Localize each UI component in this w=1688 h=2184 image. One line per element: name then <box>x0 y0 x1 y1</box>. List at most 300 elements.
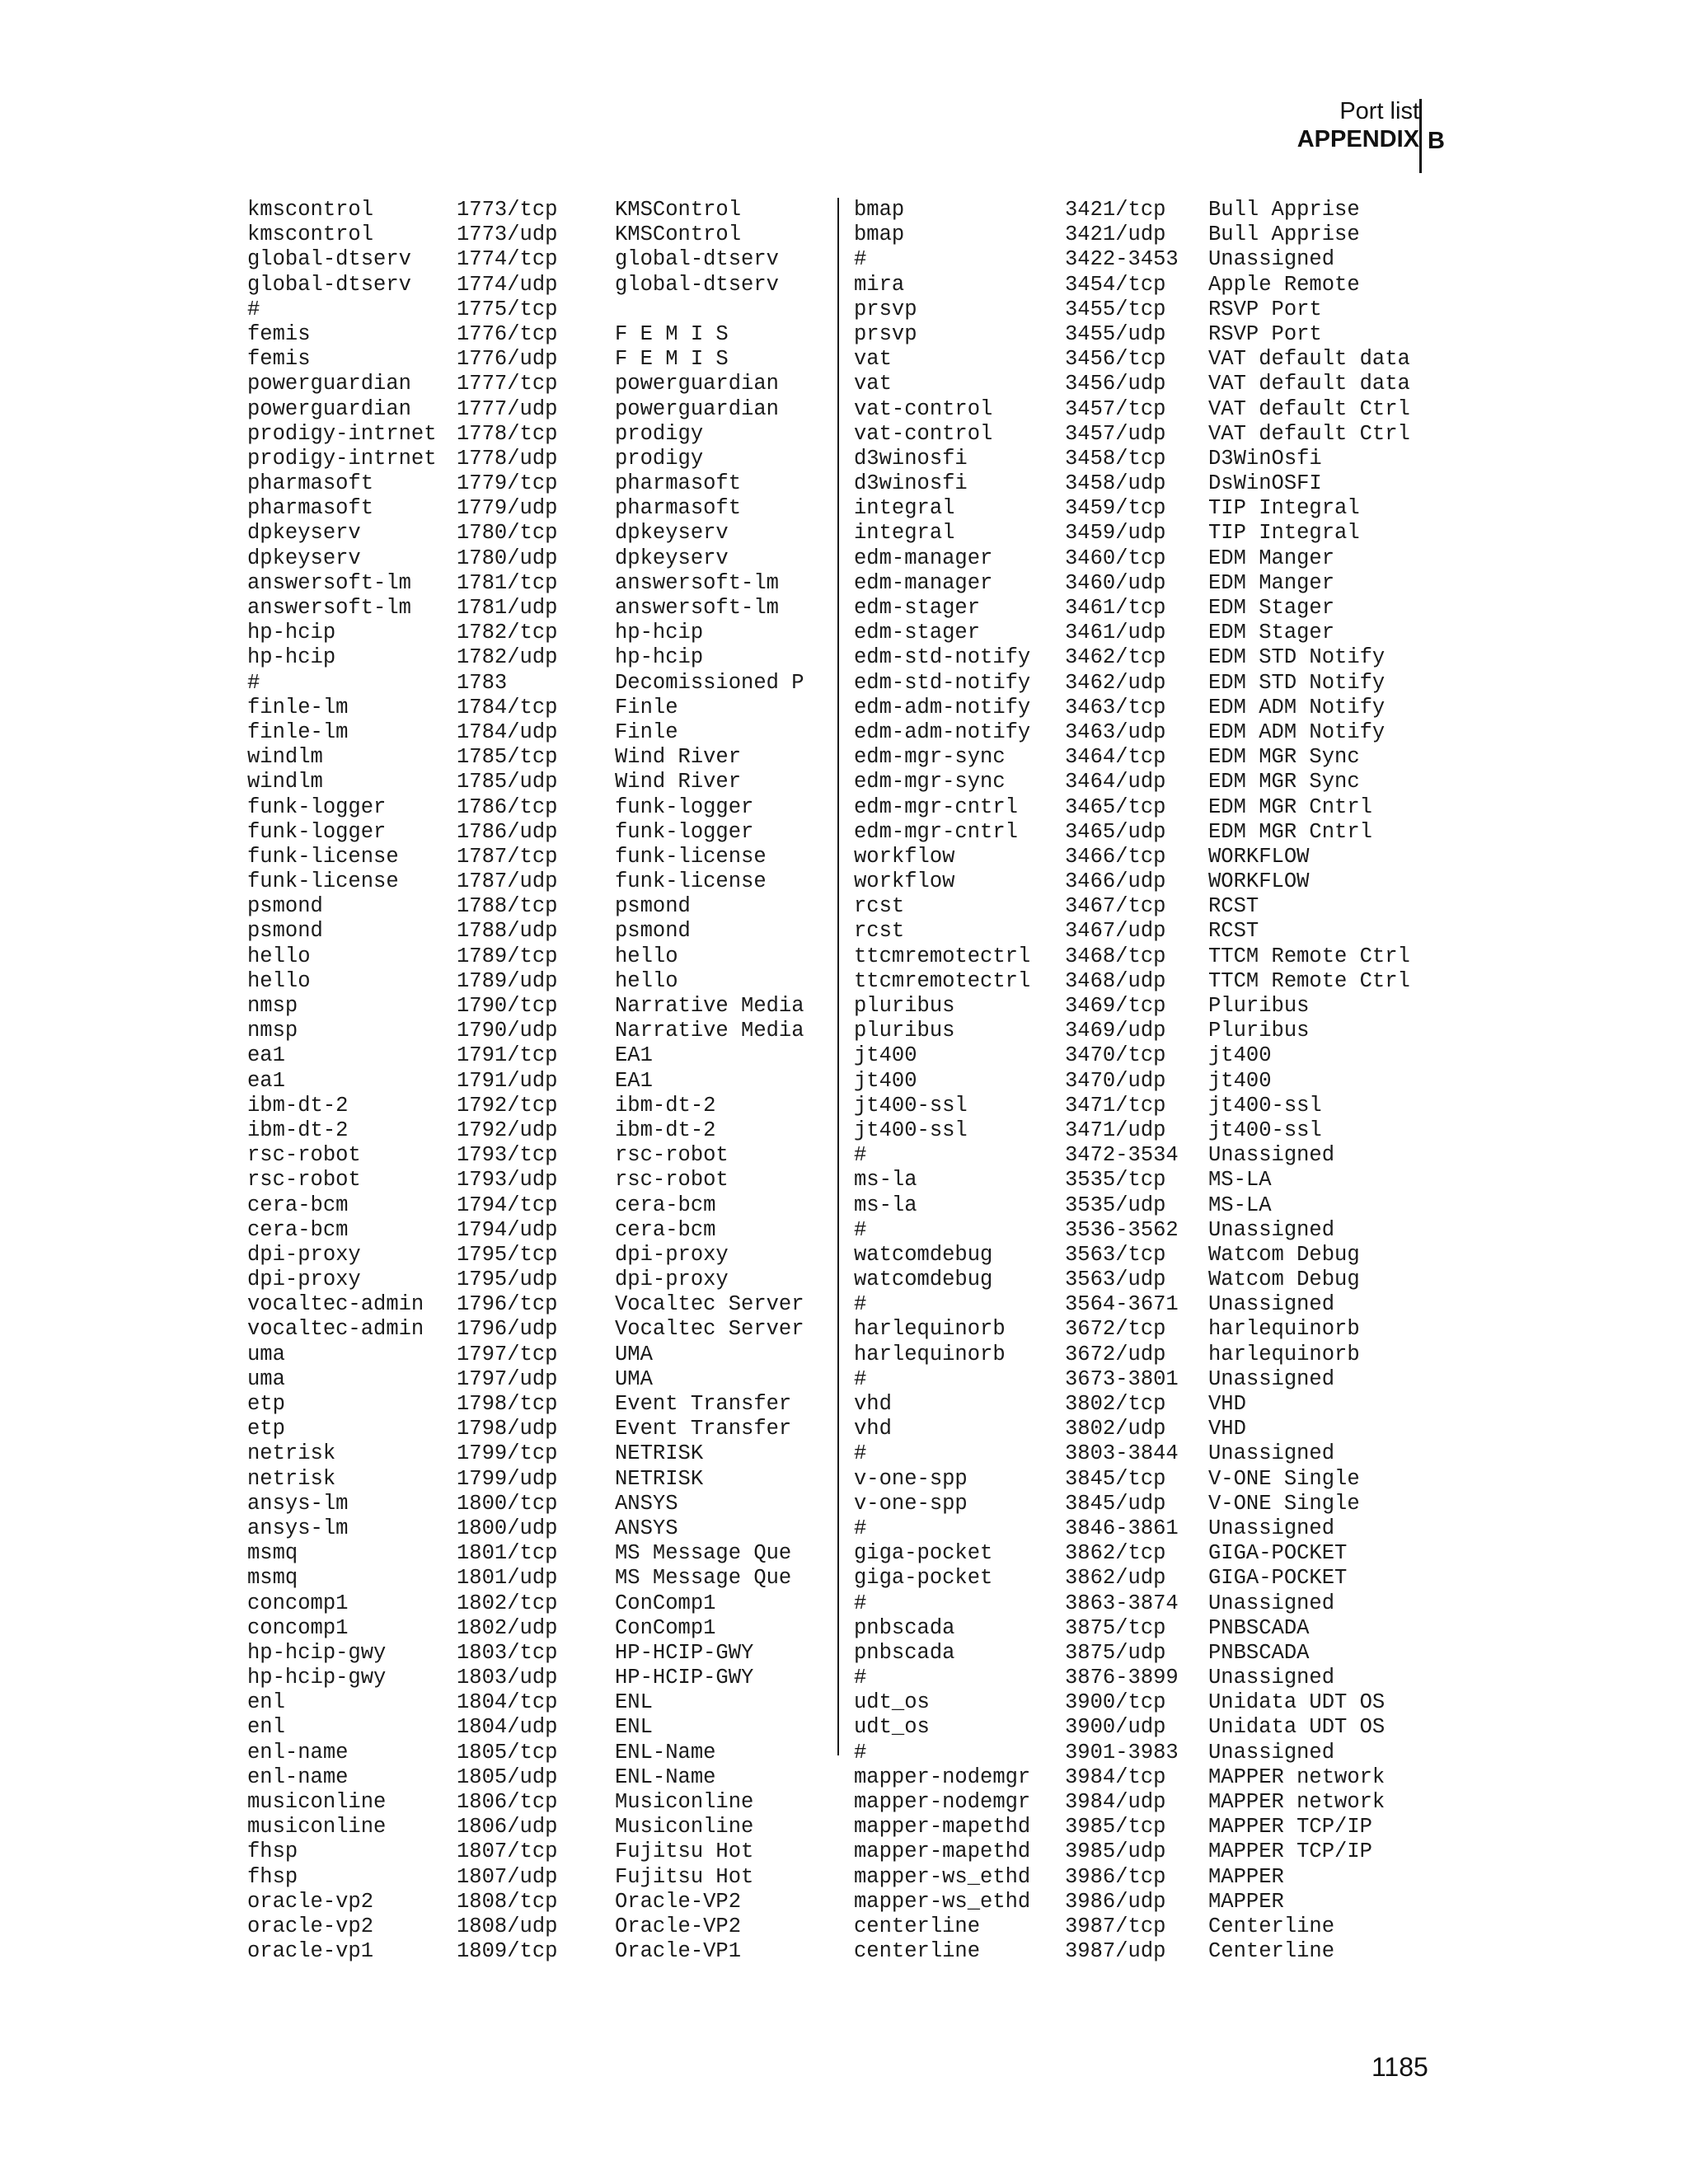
service-name-cell: edm-std-notify <box>854 645 1031 670</box>
description-cell: Event Transfer <box>615 1392 792 1416</box>
service-name-cell: prodigy-intrnet <box>247 421 437 446</box>
port-protocol-cell: 3471/udp <box>1065 1118 1166 1142</box>
port-protocol-cell: 1792/tcp <box>457 1093 558 1118</box>
service-name-cell: nmsp <box>247 1019 298 1043</box>
description-cell: harlequinorb <box>1208 1317 1360 1342</box>
description-cell: prodigy <box>615 421 704 446</box>
port-protocol-cell: 3456/tcp <box>1065 347 1166 372</box>
port-protocol-cell: 3845/udp <box>1065 1491 1166 1516</box>
port-protocol-cell: 3463/udp <box>1065 719 1166 744</box>
service-name-cell: musiconline <box>247 1790 387 1814</box>
description-cell: EA1 <box>615 1043 653 1068</box>
port-protocol-cell: 1774/udp <box>457 272 558 297</box>
description-cell: ENL <box>615 1715 653 1740</box>
service-name-cell: workflow <box>854 844 955 869</box>
service-name-cell: workflow <box>854 869 955 894</box>
port-protocol-cell: 3466/tcp <box>1065 844 1166 869</box>
description-cell: funk-license <box>615 869 767 894</box>
service-name-cell: jt400-ssl <box>854 1118 968 1142</box>
service-name-cell: pluribus <box>854 1019 955 1043</box>
description-cell: KMSControl <box>615 223 742 247</box>
description-cell: EA1 <box>615 1068 653 1093</box>
description-cell: EDM Manger <box>1208 570 1335 595</box>
service-name-cell: bmap <box>854 198 905 222</box>
description-cell: Unassigned <box>1208 1740 1335 1765</box>
port-protocol-cell: 3564-3671 <box>1065 1292 1179 1317</box>
description-cell: ConComp1 <box>615 1615 716 1640</box>
service-name-cell: concomp1 <box>247 1591 349 1615</box>
port-protocol-cell: 1783 <box>457 670 508 695</box>
description-cell: HP-HCIP-GWY <box>615 1666 754 1690</box>
port-protocol-cell: 1784/tcp <box>457 695 558 719</box>
port-protocol-cell: 3672/tcp <box>1065 1317 1166 1342</box>
service-name-cell: funk-license <box>247 869 399 894</box>
description-cell: jt400 <box>1208 1043 1272 1068</box>
port-protocol-cell: 3465/tcp <box>1065 794 1166 819</box>
service-name-cell: musiconline <box>247 1815 387 1840</box>
description-cell: Fujitsu Hot <box>615 1840 754 1864</box>
service-name-cell: enl-name <box>247 1765 349 1789</box>
description-cell: Unidata UDT OS <box>1208 1690 1386 1715</box>
port-protocol-cell: 3422-3453 <box>1065 247 1179 272</box>
description-cell: Wind River <box>615 770 742 794</box>
service-name-cell: pluribus <box>854 994 955 1018</box>
port-protocol-cell: 3466/udp <box>1065 869 1166 894</box>
port-protocol-cell: 3900/tcp <box>1065 1690 1166 1715</box>
port-protocol-cell: 1775/tcp <box>457 297 558 321</box>
port-protocol-cell: 1779/tcp <box>457 471 558 496</box>
service-name-cell: jt400-ssl <box>854 1093 968 1118</box>
service-name-cell: edm-manager <box>854 546 993 570</box>
port-protocol-cell: 3470/tcp <box>1065 1043 1166 1068</box>
service-name-cell: oracle-vp2 <box>247 1889 374 1914</box>
description-cell: Pluribus <box>1208 1019 1310 1043</box>
service-name-cell: hp-hcip-gwy <box>247 1640 387 1665</box>
description-cell: EDM MGR Cntrl <box>1208 819 1372 844</box>
service-name-cell: ansys-lm <box>247 1491 349 1516</box>
column-divider <box>837 198 839 1755</box>
description-cell: hp-hcip <box>615 645 704 670</box>
service-name-cell: pharmasoft <box>247 471 374 496</box>
port-protocol-cell: 1782/udp <box>457 645 558 670</box>
port-protocol-cell: 3862/tcp <box>1065 1541 1166 1566</box>
description-cell: answersoft-lm <box>615 570 779 595</box>
service-name-cell: # <box>854 1292 867 1317</box>
service-name-cell: # <box>854 1143 867 1168</box>
service-name-cell: vat-control <box>854 421 993 446</box>
description-cell: Centerline <box>1208 1939 1335 1964</box>
description-cell: EDM Manger <box>1208 546 1335 570</box>
description-cell: Musiconline <box>615 1815 754 1840</box>
port-protocol-cell: 1804/tcp <box>457 1690 558 1715</box>
port-protocol-cell: 3803-3844 <box>1065 1441 1179 1466</box>
port-protocol-cell: 1798/udp <box>457 1417 558 1441</box>
port-protocol-cell: 3469/tcp <box>1065 994 1166 1018</box>
service-name-cell: # <box>854 1217 867 1242</box>
port-protocol-cell: 3986/tcp <box>1065 1864 1166 1889</box>
description-cell: F E M I S <box>615 321 729 346</box>
port-protocol-cell: 3455/udp <box>1065 321 1166 346</box>
description-cell: pharmasoft <box>615 471 742 496</box>
port-protocol-cell: 1804/udp <box>457 1715 558 1740</box>
description-cell: EDM MGR Cntrl <box>1208 794 1372 819</box>
service-name-cell: # <box>247 297 260 321</box>
description-cell: jt400-ssl <box>1208 1093 1322 1118</box>
service-name-cell: vat-control <box>854 396 993 421</box>
description-cell: Apple Remote <box>1208 272 1360 297</box>
port-protocol-cell: 1794/udp <box>457 1217 558 1242</box>
description-cell: EDM ADM Notify <box>1208 719 1386 744</box>
port-protocol-cell: 3862/udp <box>1065 1566 1166 1591</box>
description-cell: Oracle-VP1 <box>615 1939 742 1964</box>
description-cell: EDM STD Notify <box>1208 645 1386 670</box>
description-cell: jt400-ssl <box>1208 1118 1322 1142</box>
description-cell: cera-bcm <box>615 1217 716 1242</box>
service-name-cell: fhsp <box>247 1864 298 1889</box>
service-name-cell: msmq <box>247 1541 298 1566</box>
service-name-cell: edm-mgr-cntrl <box>854 819 1018 844</box>
service-name-cell: watcomdebug <box>854 1242 993 1267</box>
service-name-cell: # <box>854 1591 867 1615</box>
service-name-cell: rcst <box>854 919 905 944</box>
description-cell: UMA <box>615 1342 653 1366</box>
port-protocol-cell: 3987/udp <box>1065 1939 1166 1964</box>
description-cell: Unassigned <box>1208 1666 1335 1690</box>
port-protocol-cell: 1800/tcp <box>457 1491 558 1516</box>
description-cell: Finle <box>615 719 678 744</box>
port-protocol-cell: 1781/udp <box>457 596 558 620</box>
service-name-cell: centerline <box>854 1914 981 1938</box>
port-protocol-cell: 3455/tcp <box>1065 297 1166 321</box>
port-protocol-cell: 1773/tcp <box>457 198 558 222</box>
service-name-cell: giga-pocket <box>854 1566 993 1591</box>
port-protocol-cell: 3421/tcp <box>1065 198 1166 222</box>
port-protocol-cell: 3462/tcp <box>1065 645 1166 670</box>
description-cell: Vocaltec Server <box>615 1317 804 1342</box>
service-name-cell: ms-la <box>854 1193 917 1217</box>
service-name-cell: rcst <box>854 894 905 919</box>
service-name-cell: funk-logger <box>247 794 387 819</box>
service-name-cell: # <box>854 1516 867 1540</box>
port-protocol-cell: 3458/udp <box>1065 471 1166 496</box>
description-cell: Unassigned <box>1208 1441 1335 1466</box>
description-cell: EDM Stager <box>1208 596 1335 620</box>
description-cell: global-dtserv <box>615 247 779 272</box>
description-cell: funk-license <box>615 844 767 869</box>
port-protocol-cell: 1789/udp <box>457 968 558 993</box>
port-protocol-cell: 3467/tcp <box>1065 894 1166 919</box>
description-cell: ANSYS <box>615 1491 678 1516</box>
port-protocol-cell: 1780/udp <box>457 546 558 570</box>
service-name-cell: finle-lm <box>247 719 349 744</box>
description-cell: psmond <box>615 919 691 944</box>
port-protocol-cell: 3875/udp <box>1065 1640 1166 1665</box>
description-cell: Unassigned <box>1208 1366 1335 1391</box>
port-protocol-cell: 1807/udp <box>457 1864 558 1889</box>
port-protocol-cell: 3802/tcp <box>1065 1392 1166 1416</box>
description-cell: Pluribus <box>1208 994 1310 1018</box>
service-name-cell: enl <box>247 1715 285 1740</box>
port-protocol-cell: 1788/udp <box>457 919 558 944</box>
description-cell: TTCM Remote Ctrl <box>1208 968 1410 993</box>
port-protocol-cell: 3535/tcp <box>1065 1168 1166 1193</box>
service-name-cell: dpi-proxy <box>247 1268 361 1292</box>
service-name-cell: vhd <box>854 1417 892 1441</box>
port-protocol-cell: 3468/udp <box>1065 968 1166 993</box>
description-cell: ENL-Name <box>615 1740 716 1765</box>
port-protocol-cell: 1777/udp <box>457 396 558 421</box>
description-cell: answersoft-lm <box>615 596 779 620</box>
port-protocol-cell: 3536-3562 <box>1065 1217 1179 1242</box>
service-name-cell: ttcmremotectrl <box>854 944 1031 968</box>
port-protocol-cell: 3465/udp <box>1065 819 1166 844</box>
port-protocol-cell: 3563/tcp <box>1065 1242 1166 1267</box>
port-protocol-cell: 1784/udp <box>457 719 558 744</box>
description-cell: ANSYS <box>615 1516 678 1540</box>
description-cell: jt400 <box>1208 1068 1272 1093</box>
port-protocol-cell: 3456/udp <box>1065 372 1166 396</box>
service-name-cell: edm-stager <box>854 621 981 645</box>
port-protocol-cell: 1802/tcp <box>457 1591 558 1615</box>
port-protocol-cell: 3457/udp <box>1065 421 1166 446</box>
service-name-cell: vocaltec-admin <box>247 1317 424 1342</box>
description-cell: cera-bcm <box>615 1193 716 1217</box>
port-protocol-cell: 1796/tcp <box>457 1292 558 1317</box>
port-protocol-cell: 3673-3801 <box>1065 1366 1179 1391</box>
port-protocol-cell: 3984/tcp <box>1065 1765 1166 1789</box>
port-protocol-cell: 1799/tcp <box>457 1441 558 1466</box>
port-protocol-cell: 1778/udp <box>457 446 558 471</box>
service-name-cell: # <box>854 247 867 272</box>
port-protocol-cell: 1785/udp <box>457 770 558 794</box>
service-name-cell: ms-la <box>854 1168 917 1193</box>
description-cell: VAT default data <box>1208 372 1410 396</box>
description-cell: pharmasoft <box>615 496 742 521</box>
service-name-cell: jt400 <box>854 1068 917 1093</box>
description-cell: Unidata UDT OS <box>1208 1715 1386 1740</box>
port-protocol-cell: 1794/tcp <box>457 1193 558 1217</box>
service-name-cell: vat <box>854 372 892 396</box>
port-protocol-cell: 3863-3874 <box>1065 1591 1179 1615</box>
description-cell: Watcom Debug <box>1208 1268 1360 1292</box>
port-protocol-cell: 1792/udp <box>457 1118 558 1142</box>
port-protocol-cell: 1793/udp <box>457 1168 558 1193</box>
service-name-cell: edm-std-notify <box>854 670 1031 695</box>
service-name-cell: etp <box>247 1417 285 1441</box>
description-cell: NETRISK <box>615 1466 704 1491</box>
port-protocol-cell: 3987/tcp <box>1065 1914 1166 1938</box>
port-protocol-cell: 1800/udp <box>457 1516 558 1540</box>
description-cell: V-ONE Single <box>1208 1466 1360 1491</box>
port-protocol-cell: 1799/udp <box>457 1466 558 1491</box>
description-cell: PNBSCADA <box>1208 1615 1310 1640</box>
port-protocol-cell: 1780/tcp <box>457 521 558 546</box>
service-name-cell: netrisk <box>247 1441 336 1466</box>
service-name-cell: mapper-mapethd <box>854 1815 1031 1840</box>
service-name-cell: nmsp <box>247 994 298 1018</box>
service-name-cell: dpi-proxy <box>247 1242 361 1267</box>
port-protocol-cell: 3459/udp <box>1065 521 1166 546</box>
port-protocol-cell: 1793/tcp <box>457 1143 558 1168</box>
description-cell: EDM MGR Sync <box>1208 770 1360 794</box>
port-protocol-cell: 3468/tcp <box>1065 944 1166 968</box>
description-cell: TTCM Remote Ctrl <box>1208 944 1410 968</box>
service-name-cell: vocaltec-admin <box>247 1292 424 1317</box>
service-name-cell: etp <box>247 1392 285 1416</box>
port-protocol-cell: 3463/tcp <box>1065 695 1166 719</box>
service-name-cell: ttcmremotectrl <box>854 968 1031 993</box>
port-protocol-cell: 3535/udp <box>1065 1193 1166 1217</box>
service-name-cell: integral <box>854 521 955 546</box>
service-name-cell: v-one-spp <box>854 1491 968 1516</box>
port-protocol-cell: 1785/tcp <box>457 745 558 770</box>
service-name-cell: # <box>247 670 260 695</box>
port-protocol-cell: 3984/udp <box>1065 1790 1166 1814</box>
service-name-cell: uma <box>247 1366 285 1391</box>
port-protocol-cell: 3454/tcp <box>1065 272 1166 297</box>
description-cell: WORKFLOW <box>1208 844 1310 869</box>
port-protocol-cell: 1786/udp <box>457 819 558 844</box>
port-protocol-cell: 3986/udp <box>1065 1889 1166 1914</box>
port-protocol-cell: 1809/tcp <box>457 1939 558 1964</box>
port-protocol-cell: 3421/udp <box>1065 223 1166 247</box>
port-protocol-cell: 3458/tcp <box>1065 446 1166 471</box>
port-protocol-cell: 1786/tcp <box>457 794 558 819</box>
service-name-cell: mira <box>854 272 905 297</box>
description-cell: MAPPER <box>1208 1864 1284 1889</box>
service-name-cell: cera-bcm <box>247 1193 349 1217</box>
port-protocol-cell: 3875/tcp <box>1065 1615 1166 1640</box>
description-cell: hello <box>615 944 678 968</box>
port-protocol-cell: 1790/tcp <box>457 994 558 1018</box>
port-protocol-cell: 1776/udp <box>457 347 558 372</box>
service-name-cell: edm-adm-notify <box>854 695 1031 719</box>
service-name-cell: ibm-dt-2 <box>247 1118 349 1142</box>
description-cell: PNBSCADA <box>1208 1640 1310 1665</box>
service-name-cell: enl <box>247 1690 285 1715</box>
description-cell: V-ONE Single <box>1208 1491 1360 1516</box>
description-cell: Fujitsu Hot <box>615 1864 754 1889</box>
description-cell: VAT default data <box>1208 347 1410 372</box>
description-cell: D3WinOsfi <box>1208 446 1322 471</box>
service-name-cell: femis <box>247 321 311 346</box>
service-name-cell: dpkeyserv <box>247 546 361 570</box>
description-cell: ibm-dt-2 <box>615 1118 716 1142</box>
port-protocol-cell: 3461/tcp <box>1065 596 1166 620</box>
description-cell: MAPPER TCP/IP <box>1208 1815 1372 1840</box>
description-cell: MAPPER network <box>1208 1765 1386 1789</box>
description-cell: prodigy <box>615 446 704 471</box>
service-name-cell: ea1 <box>247 1043 285 1068</box>
service-name-cell: answersoft-lm <box>247 596 411 620</box>
service-name-cell: udt_os <box>854 1690 930 1715</box>
description-cell: UMA <box>615 1366 653 1391</box>
description-cell: F E M I S <box>615 347 729 372</box>
service-name-cell: powerguardian <box>247 396 411 421</box>
port-protocol-cell: 1806/udp <box>457 1815 558 1840</box>
port-protocol-cell: 3460/udp <box>1065 570 1166 595</box>
description-cell: VAT default Ctrl <box>1208 396 1410 421</box>
description-cell: KMSControl <box>615 198 742 222</box>
description-cell: hello <box>615 968 678 993</box>
service-name-cell: windlm <box>247 770 323 794</box>
description-cell: harlequinorb <box>1208 1342 1360 1366</box>
port-protocol-cell: 1805/tcp <box>457 1740 558 1765</box>
description-cell: Musiconline <box>615 1790 754 1814</box>
port-protocol-cell: 3464/tcp <box>1065 745 1166 770</box>
description-cell: GIGA-POCKET <box>1208 1566 1348 1591</box>
service-name-cell: global-dtserv <box>247 247 411 272</box>
port-protocol-cell: 1774/tcp <box>457 247 558 272</box>
port-protocol-cell: 1801/tcp <box>457 1541 558 1566</box>
service-name-cell: centerline <box>854 1939 981 1964</box>
port-protocol-cell: 3461/udp <box>1065 621 1166 645</box>
service-name-cell: ibm-dt-2 <box>247 1093 349 1118</box>
description-cell: MAPPER TCP/IP <box>1208 1840 1372 1864</box>
description-cell: EDM Stager <box>1208 621 1335 645</box>
description-cell: dpi-proxy <box>615 1268 729 1292</box>
port-protocol-cell: 3846-3861 <box>1065 1516 1179 1540</box>
port-protocol-cell: 3464/udp <box>1065 770 1166 794</box>
port-protocol-cell: 1779/udp <box>457 496 558 521</box>
service-name-cell: femis <box>247 347 311 372</box>
port-protocol-cell: 3472-3534 <box>1065 1143 1179 1168</box>
port-protocol-cell: 3845/tcp <box>1065 1466 1166 1491</box>
description-cell: GIGA-POCKET <box>1208 1541 1348 1566</box>
description-cell: RCST <box>1208 894 1259 919</box>
service-name-cell: # <box>854 1666 867 1690</box>
port-protocol-cell: 1795/udp <box>457 1268 558 1292</box>
description-cell: ibm-dt-2 <box>615 1093 716 1118</box>
description-cell: Oracle-VP2 <box>615 1914 742 1938</box>
service-name-cell: edm-mgr-sync <box>854 770 1006 794</box>
service-name-cell: prsvp <box>854 297 917 321</box>
service-name-cell: msmq <box>247 1566 298 1591</box>
service-name-cell: windlm <box>247 745 323 770</box>
description-cell: MS Message Que <box>615 1541 792 1566</box>
service-name-cell: edm-manager <box>854 570 993 595</box>
service-name-cell: mapper-nodemgr <box>854 1765 1031 1789</box>
service-name-cell: pharmasoft <box>247 496 374 521</box>
port-protocol-cell: 1781/tcp <box>457 570 558 595</box>
service-name-cell: # <box>854 1740 867 1765</box>
description-cell: dpi-proxy <box>615 1242 729 1267</box>
port-protocol-cell: 1777/tcp <box>457 372 558 396</box>
port-protocol-cell: 1806/tcp <box>457 1790 558 1814</box>
service-name-cell: psmond <box>247 894 323 919</box>
service-name-cell: pnbscada <box>854 1640 955 1665</box>
service-name-cell: harlequinorb <box>854 1317 1006 1342</box>
service-name-cell: giga-pocket <box>854 1541 993 1566</box>
description-cell: powerguardian <box>615 396 779 421</box>
service-name-cell: concomp1 <box>247 1615 349 1640</box>
description-cell: EDM STD Notify <box>1208 670 1386 695</box>
port-protocol-cell: 3563/udp <box>1065 1268 1166 1292</box>
description-cell: Unassigned <box>1208 1292 1335 1317</box>
port-protocol-cell: 1791/udp <box>457 1068 558 1093</box>
description-cell: funk-logger <box>615 794 754 819</box>
service-name-cell: watcomdebug <box>854 1268 993 1292</box>
port-protocol-cell: 1807/tcp <box>457 1840 558 1864</box>
description-cell: VAT default Ctrl <box>1208 421 1410 446</box>
service-name-cell: mapper-ws_ethd <box>854 1864 1031 1889</box>
description-cell: RSVP Port <box>1208 321 1322 346</box>
port-protocol-cell: 3802/udp <box>1065 1417 1166 1441</box>
description-cell: WORKFLOW <box>1208 869 1310 894</box>
description-cell: RSVP Port <box>1208 297 1322 321</box>
port-protocol-cell: 3672/udp <box>1065 1342 1166 1366</box>
port-protocol-cell: 3457/tcp <box>1065 396 1166 421</box>
